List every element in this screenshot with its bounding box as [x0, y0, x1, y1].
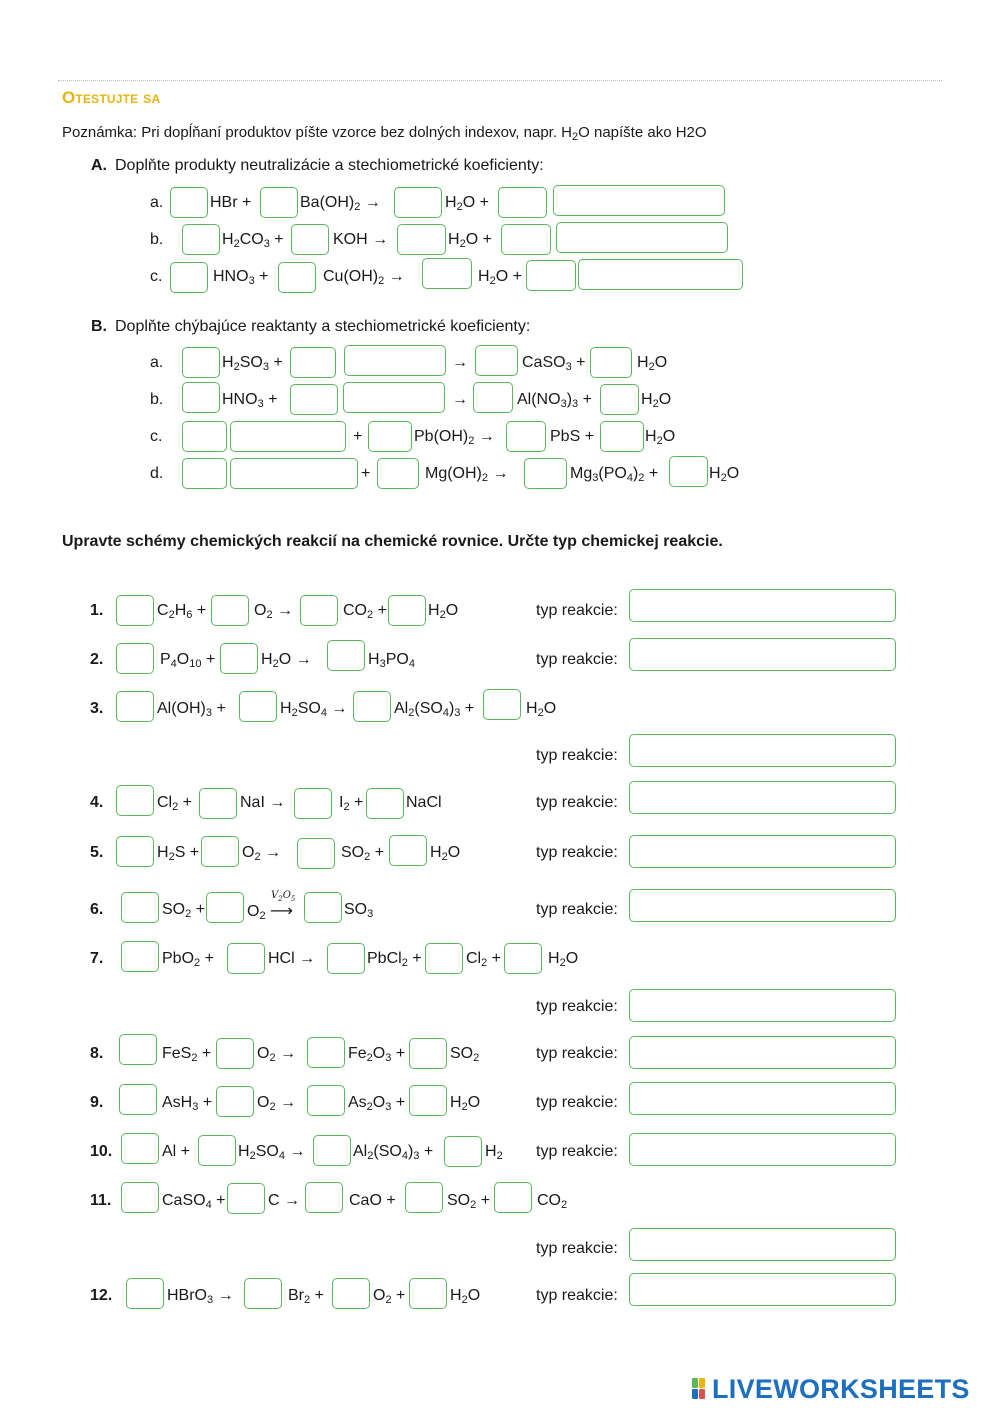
section-2-heading: Upravte schémy chemických reakcií na chemické rovnice. Určte typ chemickej reakcie.	[62, 533, 723, 550]
row-label: c.	[150, 428, 163, 445]
formula-text: Al +	[162, 1143, 191, 1160]
answer-box[interactable]	[182, 421, 227, 452]
formula-text: $H_2O$	[645, 428, 676, 447]
answer-box[interactable]	[600, 421, 644, 452]
section-b-heading: B. Doplňte chýbajúce reaktanty a stechiometrické koeficienty:	[91, 318, 531, 335]
answer-box[interactable]	[409, 1085, 447, 1116]
formula-text: $Al_2(SO_4)_3$ +	[353, 1143, 434, 1162]
row-label: b.	[150, 391, 164, 408]
answer-box[interactable]	[239, 691, 277, 722]
reaction-type-label: typ reakcie:	[536, 651, 618, 668]
formula-text: $H_2O$	[450, 1287, 481, 1306]
reaction-type-box[interactable]	[629, 1273, 896, 1306]
formula-text: $SO_3$	[344, 901, 374, 920]
answer-box[interactable]	[524, 458, 567, 489]
formula-text: $O_2$ →	[242, 844, 282, 863]
answer-box[interactable]	[201, 836, 239, 867]
answer-box[interactable]	[216, 1086, 254, 1117]
row-label: d.	[150, 465, 164, 482]
reaction-type-label: typ reakcie:	[536, 1240, 618, 1257]
formula-text: $Al(OH)_3$ +	[157, 700, 226, 719]
answer-box[interactable]	[170, 262, 208, 293]
formula-text: $HNO_3$ +	[213, 268, 269, 287]
answer-box[interactable]	[294, 788, 332, 819]
answer-box[interactable]	[216, 1038, 254, 1069]
answer-box[interactable]	[669, 456, 708, 487]
liveworksheets-logo[interactable]: LIVEWORKSHEETS	[712, 1374, 970, 1404]
formula-text: $Cu(OH)_2$ →	[323, 268, 405, 287]
equation-number: 2.	[90, 651, 104, 668]
formula-text: $H_2O$ +	[478, 268, 522, 287]
liveworksheets-logo-icon	[692, 1378, 706, 1400]
formula-text: $As_2O_3$ +	[348, 1094, 406, 1113]
note: Poznámka: Pri dopĺňaní produktov píšte vzorce bez dolných indexov, napr. $H_2O$ napíšte ako H2O	[62, 124, 707, 143]
answer-box[interactable]	[409, 1278, 447, 1309]
formula-text: $H_2SO_4$ →	[238, 1143, 306, 1162]
answer-box[interactable]	[332, 1278, 370, 1309]
formula-text: $H_2O$ →	[261, 651, 312, 670]
formula-text: $H_2O$ +	[448, 231, 492, 250]
formula-text: $H_2O$	[548, 950, 579, 969]
formula-text: $Br_2$ +	[288, 1287, 324, 1306]
answer-box[interactable]	[388, 595, 426, 626]
answer-box[interactable]	[230, 458, 358, 489]
answer-box[interactable]	[211, 595, 249, 626]
answer-box[interactable]	[300, 595, 338, 626]
formula-text: CaO +	[349, 1192, 396, 1209]
answer-box[interactable]	[327, 943, 365, 974]
formula-text: $Fe_2O_3$ +	[348, 1045, 406, 1064]
formula-text: $Mg(OH)_2$ →	[425, 465, 509, 484]
formula-text: $O_2$ →	[254, 602, 294, 621]
answer-box[interactable]	[182, 458, 227, 489]
formula-text: NaCl	[406, 794, 442, 811]
row-label: b.	[150, 231, 164, 248]
answer-box[interactable]	[290, 347, 336, 378]
section-a-heading: A. Doplňte produkty neutralizácie a stechiometrické koeficienty:	[91, 157, 544, 174]
equation-number: 1.	[90, 602, 104, 619]
reaction-type-label: typ reakcie:	[536, 998, 618, 1015]
answer-box[interactable]	[121, 892, 159, 923]
formula-text: $O_2$ →	[257, 1094, 297, 1113]
answer-box[interactable]	[444, 1136, 482, 1167]
equation-number: 3.	[90, 700, 104, 717]
equation-number: 12.	[90, 1287, 113, 1304]
answer-box[interactable]	[305, 1182, 343, 1213]
page-title: Otestujte sa	[62, 88, 161, 107]
formula-text: →	[452, 354, 468, 371]
formula-text: $H_2O$	[430, 844, 461, 863]
reaction-type-box[interactable]	[629, 835, 896, 868]
answer-box[interactable]	[368, 421, 412, 452]
answer-box[interactable]	[116, 836, 154, 867]
formula-text: $O_2$ ⟶	[247, 903, 293, 922]
answer-box[interactable]	[327, 640, 365, 671]
answer-box[interactable]	[121, 1133, 159, 1164]
answer-box[interactable]	[220, 643, 258, 674]
answer-box[interactable]	[182, 347, 220, 378]
formula-text: $C_2H_6$ +	[157, 602, 207, 621]
formula-text: $H_2$	[485, 1143, 503, 1162]
reaction-type-box[interactable]	[629, 734, 896, 767]
formula-text: $H_2O$	[428, 602, 459, 621]
answer-box[interactable]	[553, 185, 725, 216]
answer-box[interactable]	[227, 1183, 265, 1214]
formula-text: $H_2SO_3$ +	[222, 354, 283, 373]
answer-box[interactable]	[206, 892, 244, 923]
formula-text: $H_2O$	[709, 465, 740, 484]
equation-number: 11.	[90, 1192, 112, 1209]
answer-box[interactable]	[394, 187, 442, 218]
answer-box[interactable]	[304, 892, 342, 923]
answer-box[interactable]	[409, 1038, 447, 1069]
formula-text: $Cl_2$ +	[157, 794, 193, 813]
answer-box[interactable]	[198, 1135, 236, 1166]
formula-text: +	[361, 465, 371, 482]
answer-box[interactable]	[182, 382, 220, 413]
answer-box[interactable]	[170, 187, 208, 218]
answer-box[interactable]	[199, 788, 237, 819]
reaction-type-label: typ reakcie:	[536, 844, 618, 861]
answer-box[interactable]	[343, 382, 445, 413]
formula-text: $Ba(OH)_2$ →	[300, 194, 381, 213]
answer-box[interactable]	[313, 1135, 351, 1166]
reaction-type-box[interactable]	[629, 1082, 896, 1115]
answer-box[interactable]	[230, 421, 346, 452]
reaction-type-box[interactable]	[629, 589, 896, 622]
reaction-type-box[interactable]	[629, 889, 896, 922]
formula-text: $Al_2(SO_4)_3$ +	[394, 700, 475, 719]
answer-box[interactable]	[307, 1037, 345, 1068]
answer-box[interactable]	[389, 835, 427, 866]
reaction-type-label: typ reakcie:	[536, 747, 618, 764]
formula-text: PbS +	[550, 428, 595, 445]
answer-box[interactable]	[483, 689, 521, 720]
answer-box[interactable]	[506, 421, 546, 452]
formula-text: $SO_2$ +	[447, 1192, 491, 1211]
answer-box[interactable]	[556, 222, 728, 253]
answer-box[interactable]	[121, 1182, 159, 1213]
formula-text: AsH$_3$ +	[162, 1094, 213, 1113]
formula-text: HBr +	[210, 194, 252, 211]
formula-text: CaSO$_4$ +	[162, 1192, 226, 1211]
formula-text: →	[452, 391, 468, 408]
formula-text: $O_2$ →	[257, 1045, 297, 1064]
reaction-type-box[interactable]	[629, 638, 896, 671]
catalyst-label: $V_2O_5$	[271, 890, 296, 903]
answer-box[interactable]	[116, 595, 154, 626]
answer-box[interactable]	[504, 943, 542, 974]
answer-box[interactable]	[498, 187, 547, 218]
answer-box[interactable]	[422, 258, 472, 289]
formula-text: $SO_2$ +	[162, 901, 206, 920]
answer-box[interactable]	[119, 1084, 157, 1115]
reaction-type-box[interactable]	[629, 1036, 896, 1069]
formula-text: HCl →	[268, 950, 316, 967]
equation-number: 8.	[90, 1045, 104, 1062]
top-divider	[58, 80, 942, 81]
formula-text: $CO_2$ +	[343, 602, 387, 621]
answer-box[interactable]	[353, 691, 391, 722]
formula-text: +	[353, 428, 363, 445]
answer-box[interactable]	[397, 224, 446, 255]
formula-text: $SO_2$	[450, 1045, 480, 1064]
reaction-type-box[interactable]	[629, 1228, 896, 1261]
answer-box[interactable]	[590, 347, 632, 378]
formula-text: $H_2S$ +	[157, 844, 200, 863]
answer-box[interactable]	[126, 1278, 164, 1309]
answer-box[interactable]	[291, 224, 329, 255]
answer-box[interactable]	[121, 941, 159, 972]
answer-box[interactable]	[475, 345, 518, 376]
reaction-type-label: typ reakcie:	[536, 1287, 618, 1304]
formula-text: $Cl_2$ +	[466, 950, 502, 969]
answer-box[interactable]	[119, 1034, 157, 1065]
answer-box[interactable]	[473, 382, 513, 413]
answer-box[interactable]	[425, 943, 463, 974]
answer-box[interactable]	[366, 788, 404, 819]
equation-number: 4.	[90, 794, 104, 811]
formula-text: CaSO$_3$ +	[522, 354, 586, 373]
equation-number: 9.	[90, 1094, 104, 1111]
reaction-type-label: typ reakcie:	[536, 602, 618, 619]
answer-box[interactable]	[278, 262, 316, 293]
reaction-type-label: typ reakcie:	[536, 901, 618, 918]
row-label: c.	[150, 268, 163, 285]
formula-text: $I_2$ +	[339, 794, 364, 813]
answer-box[interactable]	[116, 785, 154, 816]
formula-text: $P_4O_{10}$ +	[160, 651, 216, 670]
answer-box[interactable]	[501, 224, 551, 255]
answer-box[interactable]	[297, 838, 335, 869]
answer-box[interactable]	[526, 260, 576, 291]
answer-box[interactable]	[260, 187, 298, 218]
reaction-type-box[interactable]	[629, 989, 896, 1022]
reaction-type-label: typ reakcie:	[536, 794, 618, 811]
answer-box[interactable]	[244, 1278, 282, 1309]
formula-text: $Pb(OH)_2$ →	[414, 428, 495, 447]
row-label: a.	[150, 354, 164, 371]
equation-number: 10.	[90, 1143, 113, 1160]
formula-text: $H_2O$	[526, 700, 557, 719]
answer-box[interactable]	[494, 1182, 532, 1213]
answer-box[interactable]	[344, 345, 446, 376]
answer-box[interactable]	[405, 1182, 443, 1213]
equation-number: 7.	[90, 950, 104, 967]
answer-box[interactable]	[600, 384, 639, 415]
answer-box[interactable]	[116, 643, 154, 674]
answer-box[interactable]	[377, 458, 419, 489]
reaction-type-box[interactable]	[629, 781, 896, 814]
formula-text: FeS$_2$ +	[162, 1045, 212, 1064]
row-label: a.	[150, 194, 164, 211]
formula-text: $H_2O$	[450, 1094, 481, 1113]
formula-text: $HNO_3$ +	[222, 391, 278, 410]
answer-box[interactable]	[578, 259, 743, 290]
reaction-type-label: typ reakcie:	[536, 1045, 618, 1062]
formula-text: KOH →	[333, 231, 389, 248]
formula-text: $H_2O$	[637, 354, 668, 373]
reaction-type-box[interactable]	[629, 1133, 896, 1166]
formula-text: NaI →	[240, 794, 286, 811]
answer-box[interactable]	[116, 691, 154, 722]
formula-text: C →	[268, 1192, 300, 1209]
formula-text: $H_2CO_3$ +	[222, 231, 284, 250]
formula-text: PbCl$_2$ +	[367, 950, 422, 969]
formula-text: $SO_2$ +	[341, 844, 385, 863]
formula-text: $H_2O$	[641, 391, 672, 410]
reaction-type-label: typ reakcie:	[536, 1094, 618, 1111]
reaction-type-label: typ reakcie:	[536, 1143, 618, 1160]
answer-box[interactable]	[227, 943, 265, 974]
formula-text: PbO$_2$ +	[162, 950, 214, 969]
answer-box[interactable]	[182, 224, 220, 255]
equation-number: 5.	[90, 844, 104, 861]
answer-box[interactable]	[307, 1085, 345, 1116]
formula-text: $Mg_3(PO_4)_2$ +	[570, 465, 659, 484]
formula-text: $H_2SO_4$ →	[280, 700, 348, 719]
formula-text: $CO_2$	[537, 1192, 568, 1211]
formula-text: HBrO$_3$ →	[167, 1287, 234, 1306]
equation-number: 6.	[90, 901, 104, 918]
formula-text: $Al(NO_3)_3$ +	[517, 391, 592, 410]
formula-text: $H_2O$ +	[445, 194, 489, 213]
formula-text: $H_3PO_4$	[368, 651, 415, 670]
formula-text: $O_2$ +	[373, 1287, 406, 1306]
answer-box[interactable]	[290, 384, 338, 415]
